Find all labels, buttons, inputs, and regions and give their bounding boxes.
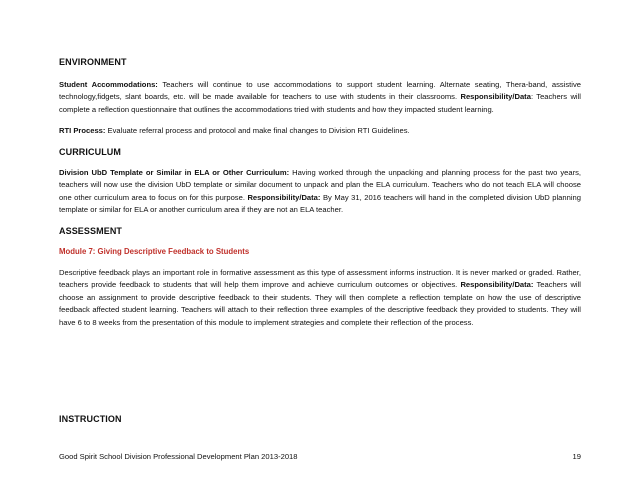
descriptive-feedback-paragraph (59, 267, 581, 329)
rti-process-paragraph (59, 125, 581, 137)
ubd-template-text: Having worked through the unpacking and planning process for the past two years, teachers will now use the division UbD template or similar document to unpack and plan the ELA curriculum. Teachers who do not teach ELA will choose one other curriculum area to focus on for this purpose. (59, 168, 582, 202)
feedback-responsibility-label: Responsibility/Data: (460, 280, 534, 290)
footer-document-title: Good Spirit School Division Professional Development Plan 2013-2018 (59, 452, 298, 461)
ubd-template-paragraph (59, 167, 581, 217)
student-accommodations-text: Teachers will continue to use accommodations to support student learning. Alternate seating, Thera-band, assistive technology,fidgets, slant boards, etc. will be made available for teachers to use with students in their classrooms. (59, 80, 581, 102)
page-footer (59, 452, 581, 461)
student-accommodations-label: Student Accommodations: (59, 80, 158, 89)
student-accommodations-paragraph (59, 79, 581, 116)
module-7-title: Module 7: Giving Descriptive Feedback to Students (59, 247, 250, 256)
instruction-heading: INSTRUCTION (59, 414, 122, 424)
accommodations-responsibility-label: Responsibility/Data (460, 92, 531, 102)
rti-process-text: Evaluate referral process and protocol and make final changes to Division RTI Guidelines. (105, 126, 410, 135)
ubd-template-label: Division UbD Template or Similar in ELA or Other Curriculum: (59, 168, 290, 177)
environment-heading: ENVIRONMENT (59, 57, 127, 67)
assessment-heading: ASSESSMENT (59, 226, 123, 236)
descriptive-feedback-text: Descriptive feedback plays an important role in formative assessment as this type of assessment informs instruction. It is never marked or graded. Rather, teachers provide feedback to students that will help them improve and achieve curriculum outcomes or objectives. (59, 268, 581, 290)
feedback-responsibility-text: Teachers will choose an assignment to provide descriptive feedback to their students. They will then complete a reflection template on how the use of descriptive feedback affected student learning. Teachers will attach to their reflection three examples of the descriptive feedback they provided to students. They will have 6 to 8 weeks from the presentation of this module to implement strategies and complete their reflection of the process. (59, 280, 581, 327)
curriculum-heading: CURRICULUM (59, 147, 121, 157)
accommodations-responsibility-text: : Teachers will complete a reflection questionnaire that outlines the accommodations tried with students and how they impacted student learning. (59, 92, 581, 114)
footer-page-number: 19 (572, 452, 581, 461)
ubd-responsibility-text: By May 31, 2016 teachers will hand in the completed division UbD planning template or similar for ELA or another curriculum area if they are not an ELA teacher. (59, 192, 581, 215)
rti-process-label: RTI Process: (59, 126, 106, 135)
ubd-responsibility-label: Responsibility/Data: (247, 192, 321, 202)
